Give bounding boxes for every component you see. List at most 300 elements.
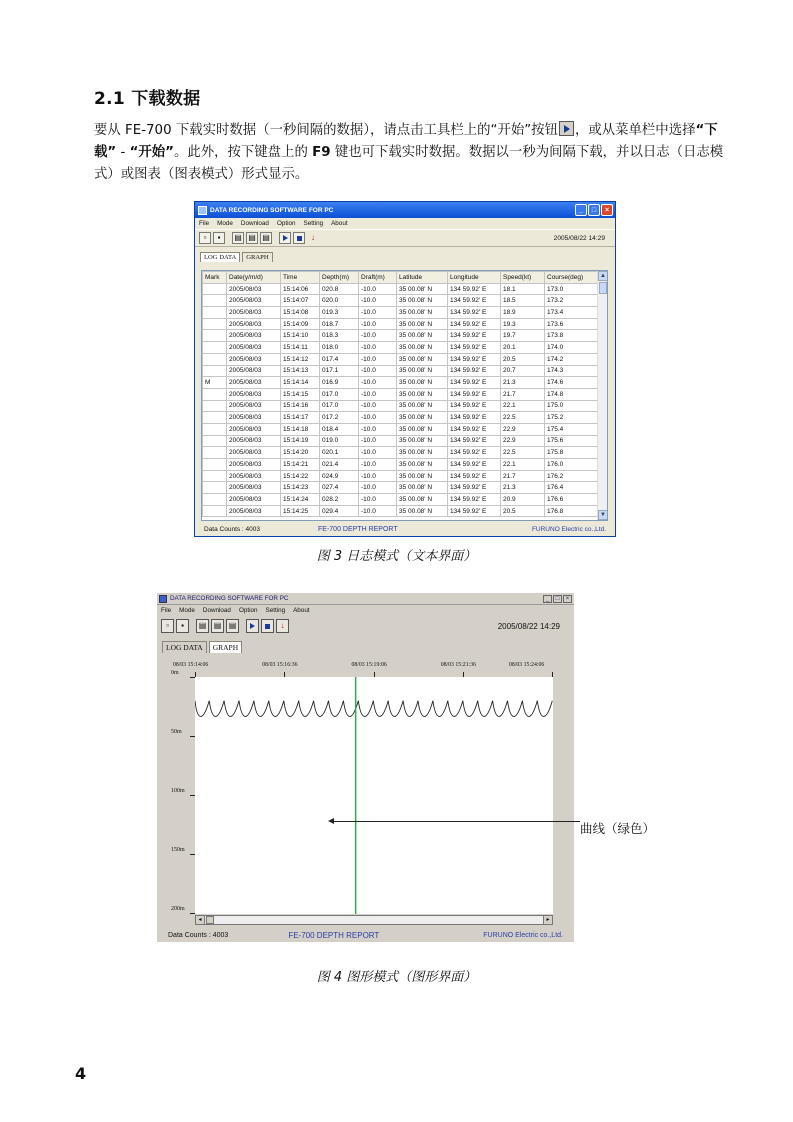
toolbar	[195, 229, 615, 247]
y-axis-tick	[190, 913, 195, 914]
table-cell: 175.8	[545, 447, 600, 459]
table-cell: 20.5	[501, 505, 545, 517]
table-cell: 2005/08/03	[227, 353, 281, 365]
table-cell: 18.9	[501, 307, 545, 319]
menu-about[interactable]: About	[293, 606, 310, 614]
table-cell: 2005/08/03	[227, 318, 281, 330]
table-cell: 15:14:17	[281, 412, 320, 424]
menu-download[interactable]: Download	[202, 606, 231, 614]
table-cell: 35 00.08' N	[397, 400, 448, 412]
table-cell: 134 59.92' E	[448, 412, 501, 424]
table-row[interactable]	[203, 435, 600, 447]
y-axis-tick	[190, 854, 195, 855]
table-cell: 2005/08/03	[227, 342, 281, 354]
menu-download[interactable]: Download	[240, 220, 269, 227]
table-cell: 15:14:10	[281, 330, 320, 342]
table-cell: -10.0	[359, 400, 397, 412]
table-cell: 134 59.92' E	[448, 295, 501, 307]
app-icon	[159, 595, 167, 603]
table-cell: -10.0	[359, 365, 397, 377]
table-cell: -10.0	[359, 482, 397, 494]
table-cell: -10.0	[359, 435, 397, 447]
scroll-thumb[interactable]	[599, 282, 607, 294]
table-cell: 2005/08/03	[227, 459, 281, 471]
table-body	[203, 283, 600, 517]
table-cell: 134 59.92' E	[448, 423, 501, 435]
table-cell: -10.0	[359, 470, 397, 482]
table-cell: 22.1	[501, 400, 545, 412]
table-cell: 15:14:14	[281, 377, 320, 389]
y-axis-tick	[190, 795, 195, 796]
table-cell	[203, 283, 227, 295]
table-cell	[203, 482, 227, 494]
table-row[interactable]	[203, 412, 600, 424]
window-titlebar[interactable]	[195, 202, 615, 218]
table-cell: 134 59.92' E	[448, 330, 501, 342]
page-number: 4	[75, 1064, 87, 1083]
table-cell: 176.8	[545, 505, 600, 517]
table-row[interactable]	[203, 295, 600, 307]
menu-bar	[157, 605, 574, 615]
table-cell: 018.4	[320, 423, 359, 435]
app-icon	[198, 206, 207, 215]
log-table	[202, 271, 600, 517]
maker-name: FURUNO Electric co.,Ltd.	[531, 525, 606, 533]
table-cell: 15:14:15	[281, 388, 320, 400]
table-cell: 15:14:09	[281, 318, 320, 330]
vertical-scrollbar[interactable]	[597, 271, 607, 520]
table-cell: 174.0	[545, 342, 600, 354]
start-button-icon	[559, 121, 574, 136]
x-axis-label: 08/03 15:24:06	[509, 662, 545, 668]
table-cell: 021.4	[320, 459, 359, 471]
table-cell: 029.4	[320, 505, 359, 517]
table-cell: -10.0	[359, 318, 397, 330]
table-cell: 176.0	[545, 459, 600, 471]
table-cell: 174.2	[545, 353, 600, 365]
depth-curve	[195, 701, 552, 717]
table-cell: 174.3	[545, 365, 600, 377]
graph-mode-window	[157, 593, 574, 942]
table-cell	[203, 388, 227, 400]
intro-text-1: 要从 FE-700 下载实时数据（一秒间隔的数据），请点击工具栏上的“开始”按钮	[94, 123, 558, 138]
section-heading: 2.1 下载数据	[94, 89, 201, 109]
table-cell: -10.0	[359, 494, 397, 506]
table-cell: 35 00.08' N	[397, 435, 448, 447]
table-cell: 15:14:13	[281, 365, 320, 377]
log-data-grid	[201, 270, 608, 521]
table-cell: 027.4	[320, 482, 359, 494]
mode-tabs	[157, 637, 574, 653]
table-cell: 2005/08/03	[227, 307, 281, 319]
print-preview-icon[interactable]: ▤	[246, 232, 258, 244]
table-cell	[203, 505, 227, 517]
table-cell: 20.9	[501, 494, 545, 506]
table-cell: 019.0	[320, 435, 359, 447]
table-cell: 134 59.92' E	[448, 459, 501, 471]
tab-graph[interactable]: GRAPH	[242, 252, 272, 262]
table-cell: -10.0	[359, 412, 397, 424]
x-axis-tick	[374, 672, 375, 677]
start-button[interactable]	[246, 619, 259, 633]
table-cell: 15:14:11	[281, 342, 320, 354]
menu-file[interactable]: File	[199, 220, 210, 227]
maker-name: FURUNO Electric co.,Ltd.	[483, 932, 563, 939]
table-cell: 134 59.92' E	[448, 505, 501, 517]
window-title: DATA RECORDING SOFTWARE FOR PC	[170, 595, 289, 602]
column-header[interactable]: Date(y/m/d)	[227, 272, 281, 284]
x-axis-tick	[552, 672, 553, 677]
table-cell: 35 00.08' N	[397, 342, 448, 354]
table-cell: 21.3	[501, 377, 545, 389]
menu-about[interactable]: About	[331, 220, 348, 227]
table-cell: 176.4	[545, 482, 600, 494]
scroll-up-icon[interactable]: ▲	[598, 271, 608, 281]
table-cell: 21.3	[501, 482, 545, 494]
table-row[interactable]	[203, 365, 600, 377]
table-row[interactable]	[203, 505, 600, 517]
table-cell: 020.1	[320, 447, 359, 459]
table-cell	[203, 494, 227, 506]
table-cell: 22.1	[501, 459, 545, 471]
close-icon[interactable]: ×	[563, 595, 572, 603]
table-cell: 134 59.92' E	[448, 377, 501, 389]
table-cell: 20.7	[501, 365, 545, 377]
table-cell: 15:14:12	[281, 353, 320, 365]
curve-callout-label: 曲线（绿色）	[580, 821, 656, 836]
table-cell: 15:14:21	[281, 459, 320, 471]
table-cell: 15:14:24	[281, 494, 320, 506]
table-cell: 2005/08/03	[227, 423, 281, 435]
table-cell: 35 00.08' N	[397, 423, 448, 435]
print-setup-icon[interactable]: ▤	[226, 619, 239, 633]
table-cell: 134 59.92' E	[448, 494, 501, 506]
scroll-right-icon[interactable]: ▸	[543, 916, 552, 924]
table-cell: 2005/08/03	[227, 400, 281, 412]
table-cell: 018.0	[320, 342, 359, 354]
table-cell: 18.5	[501, 295, 545, 307]
table-row[interactable]	[203, 400, 600, 412]
table-cell: 134 59.92' E	[448, 283, 501, 295]
table-cell: 35 00.08' N	[397, 318, 448, 330]
table-cell: 173.0	[545, 283, 600, 295]
print-setup-icon[interactable]: ▤	[260, 232, 272, 244]
table-cell: 2005/08/03	[227, 365, 281, 377]
table-cell: 22.9	[501, 423, 545, 435]
table-cell: 35 00.08' N	[397, 283, 448, 295]
figure-3-caption: 图 3 日志模式（文本界面）	[316, 549, 477, 564]
tab-log-data[interactable]: LOG DATA	[162, 641, 207, 653]
table-cell	[203, 365, 227, 377]
x-axis-tick	[195, 672, 196, 677]
intro-text-5: 键也可下载实时数据。数据以一秒为间隔下载，并以日志（日志模式）或图表（图表模式）形式显示。	[94, 145, 724, 182]
table-cell: 134 59.92' E	[448, 447, 501, 459]
table-cell	[203, 435, 227, 447]
scroll-down-icon[interactable]: ▼	[598, 510, 608, 520]
stop-button[interactable]	[293, 232, 305, 244]
table-cell	[203, 330, 227, 342]
start-button[interactable]	[279, 232, 291, 244]
column-header[interactable]: Mark	[203, 272, 227, 284]
report-name: FE-700 DEPTH REPORT	[288, 931, 380, 940]
tab-log-data[interactable]: LOG DATA	[200, 252, 240, 262]
table-cell: 35 00.08' N	[397, 388, 448, 400]
table-cell: 134 59.92' E	[448, 400, 501, 412]
table-row[interactable]	[203, 342, 600, 354]
menu-setting[interactable]: Setting	[265, 606, 286, 614]
current-datetime: 2005/08/22 14:29	[553, 234, 605, 242]
table-cell: 15:14:19	[281, 435, 320, 447]
table-cell	[203, 318, 227, 330]
save-file-icon[interactable]: ▪	[176, 619, 189, 633]
x-axis-label: 08/03 15:14:06	[173, 662, 209, 668]
table-row[interactable]	[203, 447, 600, 459]
horizontal-scrollbar[interactable]	[195, 915, 553, 925]
table-cell: 017.0	[320, 388, 359, 400]
tab-graph[interactable]: GRAPH	[209, 641, 242, 653]
intro-f9-key: F9	[312, 145, 331, 160]
mode-tabs	[195, 247, 615, 262]
table-cell: -10.0	[359, 295, 397, 307]
table-cell: 020.0	[320, 295, 359, 307]
column-header[interactable]: Time	[281, 272, 320, 284]
table-cell: 2005/08/03	[227, 494, 281, 506]
table-cell: 35 00.08' N	[397, 295, 448, 307]
table-row[interactable]	[203, 353, 600, 365]
table-cell: 35 00.08' N	[397, 447, 448, 459]
save-file-icon[interactable]: ▪	[213, 232, 225, 244]
table-cell: 35 00.08' N	[397, 505, 448, 517]
table-cell: 017.1	[320, 365, 359, 377]
table-cell: 35 00.08' N	[397, 412, 448, 424]
table-cell: 175.2	[545, 412, 600, 424]
table-cell: 19.7	[501, 330, 545, 342]
minimize-icon[interactable]: _	[575, 204, 587, 216]
table-row[interactable]	[203, 330, 600, 342]
table-cell: 134 59.92' E	[448, 482, 501, 494]
y-axis-label: 0m	[171, 670, 179, 676]
table-row[interactable]	[203, 482, 600, 494]
table-cell: 017.0	[320, 400, 359, 412]
x-axis-tick	[284, 672, 285, 677]
status-bar	[157, 929, 574, 942]
table-cell: -10.0	[359, 377, 397, 389]
table-cell: 35 00.08' N	[397, 494, 448, 506]
print-icon[interactable]: ▤	[232, 232, 244, 244]
table-cell: 15:14:25	[281, 505, 320, 517]
table-cell	[203, 470, 227, 482]
column-header[interactable]: Course(deg)	[545, 272, 600, 284]
y-axis-tick	[190, 736, 195, 737]
table-cell: 2005/08/03	[227, 388, 281, 400]
table-cell: 173.8	[545, 330, 600, 342]
y-axis-label: 50m	[171, 729, 182, 735]
report-name: FE-700 DEPTH REPORT	[318, 525, 398, 533]
table-cell: 2005/08/03	[227, 482, 281, 494]
table-cell	[203, 412, 227, 424]
table-cell: 174.8	[545, 388, 600, 400]
table-cell	[203, 295, 227, 307]
table-row[interactable]	[203, 470, 600, 482]
table-cell: 176.2	[545, 470, 600, 482]
table-cell	[203, 342, 227, 354]
table-cell: 15:14:23	[281, 482, 320, 494]
table-row[interactable]	[203, 423, 600, 435]
table-cell: 173.6	[545, 318, 600, 330]
current-datetime: 2005/08/22 14:29	[497, 621, 560, 631]
table-cell	[203, 307, 227, 319]
stop-button[interactable]	[261, 619, 274, 633]
y-axis-label: 150m	[171, 847, 185, 853]
table-cell	[203, 353, 227, 365]
table-row[interactable]	[203, 318, 600, 330]
table-cell: 15:14:16	[281, 400, 320, 412]
table-cell: -10.0	[359, 459, 397, 471]
callout-line	[330, 821, 580, 822]
table-cell	[203, 400, 227, 412]
table-cell: 134 59.92' E	[448, 470, 501, 482]
intro-download-menu: “下载”	[94, 123, 718, 160]
table-cell: 19.3	[501, 318, 545, 330]
intro-text-4: 。此外，按下键盘上的	[173, 145, 313, 160]
table-cell: -10.0	[359, 423, 397, 435]
menu-file[interactable]: File	[161, 606, 172, 614]
maximize-icon[interactable]: □	[588, 204, 600, 216]
table-cell: 019.3	[320, 307, 359, 319]
y-axis-tick	[190, 677, 195, 678]
table-cell: 35 00.08' N	[397, 377, 448, 389]
table-row[interactable]	[203, 283, 600, 295]
y-axis-label: 100m	[171, 788, 185, 794]
column-header[interactable]: Draft(m)	[359, 272, 397, 284]
table-cell: 18.1	[501, 283, 545, 295]
table-row[interactable]	[203, 307, 600, 319]
table-cell: 2005/08/03	[227, 470, 281, 482]
minimize-icon[interactable]: _	[543, 595, 552, 603]
scroll-thumb[interactable]	[206, 916, 214, 924]
table-cell: 35 00.08' N	[397, 470, 448, 482]
table-cell: 20.1	[501, 342, 545, 354]
x-axis-label: 08/03 15:16:36	[262, 662, 298, 668]
mark-arrow-icon[interactable]: ↓	[276, 619, 289, 633]
table-cell: 15:14:08	[281, 307, 320, 319]
table-cell: 2005/08/03	[227, 330, 281, 342]
table-cell: 21.7	[501, 388, 545, 400]
table-cell: 2005/08/03	[227, 283, 281, 295]
x-axis-tick	[463, 672, 464, 677]
table-cell: -10.0	[359, 283, 397, 295]
table-cell: 134 59.92' E	[448, 318, 501, 330]
table-row[interactable]	[203, 377, 600, 389]
table-cell: M	[203, 377, 227, 389]
column-header[interactable]: Depth(m)	[320, 272, 359, 284]
log-mode-window	[194, 201, 616, 537]
x-axis-label: 08/03 15:21:36	[440, 662, 477, 668]
maximize-icon[interactable]: □	[553, 595, 562, 603]
table-cell: 173.4	[545, 307, 600, 319]
table-cell: 22.5	[501, 447, 545, 459]
table-cell: 20.5	[501, 353, 545, 365]
scroll-left-icon[interactable]: ◂	[196, 916, 205, 924]
table-cell: 134 59.92' E	[448, 307, 501, 319]
column-header[interactable]: Longitude	[448, 272, 501, 284]
print-preview-icon[interactable]: ▤	[211, 619, 224, 633]
table-cell: -10.0	[359, 342, 397, 354]
table-cell: 134 59.92' E	[448, 353, 501, 365]
table-cell: 017.2	[320, 412, 359, 424]
table-cell: 15:14:20	[281, 447, 320, 459]
open-file-icon[interactable]: ▫	[199, 232, 211, 244]
column-header[interactable]: Speed(kt)	[501, 272, 545, 284]
table-cell: 15:14:18	[281, 423, 320, 435]
table-row[interactable]	[203, 494, 600, 506]
close-icon[interactable]: ×	[601, 204, 613, 216]
window-titlebar[interactable]	[157, 593, 574, 605]
table-cell: 2005/08/03	[227, 505, 281, 517]
table-cell	[203, 423, 227, 435]
table-cell: 35 00.08' N	[397, 459, 448, 471]
table-cell: 2005/08/03	[227, 412, 281, 424]
menu-mode[interactable]: Mode	[217, 220, 233, 227]
intro-text-2: ，或从菜单栏中选择	[574, 123, 696, 138]
table-cell: 024.9	[320, 470, 359, 482]
menu-setting[interactable]: Setting	[303, 220, 324, 227]
x-axis-label: 08/03 15:19:06	[351, 662, 387, 668]
table-cell: -10.0	[359, 307, 397, 319]
table-row[interactable]	[203, 388, 600, 400]
table-cell: 2005/08/03	[227, 435, 281, 447]
status-bar	[195, 522, 615, 536]
table-cell: 35 00.08' N	[397, 353, 448, 365]
table-cell: 35 00.08' N	[397, 482, 448, 494]
toolbar	[157, 615, 574, 637]
table-cell: 22.9	[501, 435, 545, 447]
table-cell: 176.6	[545, 494, 600, 506]
table-cell: 35 00.08' N	[397, 307, 448, 319]
table-cell: 134 59.92' E	[448, 388, 501, 400]
table-cell	[203, 459, 227, 471]
intro-start-menu: “开始”	[129, 145, 174, 160]
open-file-icon[interactable]: ▫	[161, 619, 174, 633]
table-cell: 174.6	[545, 377, 600, 389]
table-row[interactable]	[203, 459, 600, 471]
callout-arrow-icon	[328, 818, 334, 824]
column-header[interactable]: Latitude	[397, 272, 448, 284]
menu-option[interactable]: Option	[276, 220, 296, 227]
table-cell: 35 00.08' N	[397, 330, 448, 342]
table-cell: 15:14:07	[281, 295, 320, 307]
menu-option[interactable]: Option	[238, 606, 258, 614]
table-cell: 2005/08/03	[227, 377, 281, 389]
table-cell: -10.0	[359, 353, 397, 365]
table-cell: 22.5	[501, 412, 545, 424]
menu-bar	[195, 218, 615, 229]
table-cell: 016.9	[320, 377, 359, 389]
table-header-row	[203, 272, 600, 284]
mark-arrow-icon[interactable]: ↓	[311, 233, 315, 242]
table-cell	[203, 447, 227, 459]
print-icon[interactable]: ▤	[196, 619, 209, 633]
table-cell: -10.0	[359, 447, 397, 459]
table-cell: 21.7	[501, 470, 545, 482]
table-cell: 028.2	[320, 494, 359, 506]
menu-mode[interactable]: Mode	[179, 606, 195, 614]
table-cell: 134 59.92' E	[448, 435, 501, 447]
table-cell: 134 59.92' E	[448, 342, 501, 354]
intro-paragraph	[94, 120, 724, 186]
table-cell: 018.3	[320, 330, 359, 342]
data-count: Data Counts : 4003	[168, 932, 229, 939]
